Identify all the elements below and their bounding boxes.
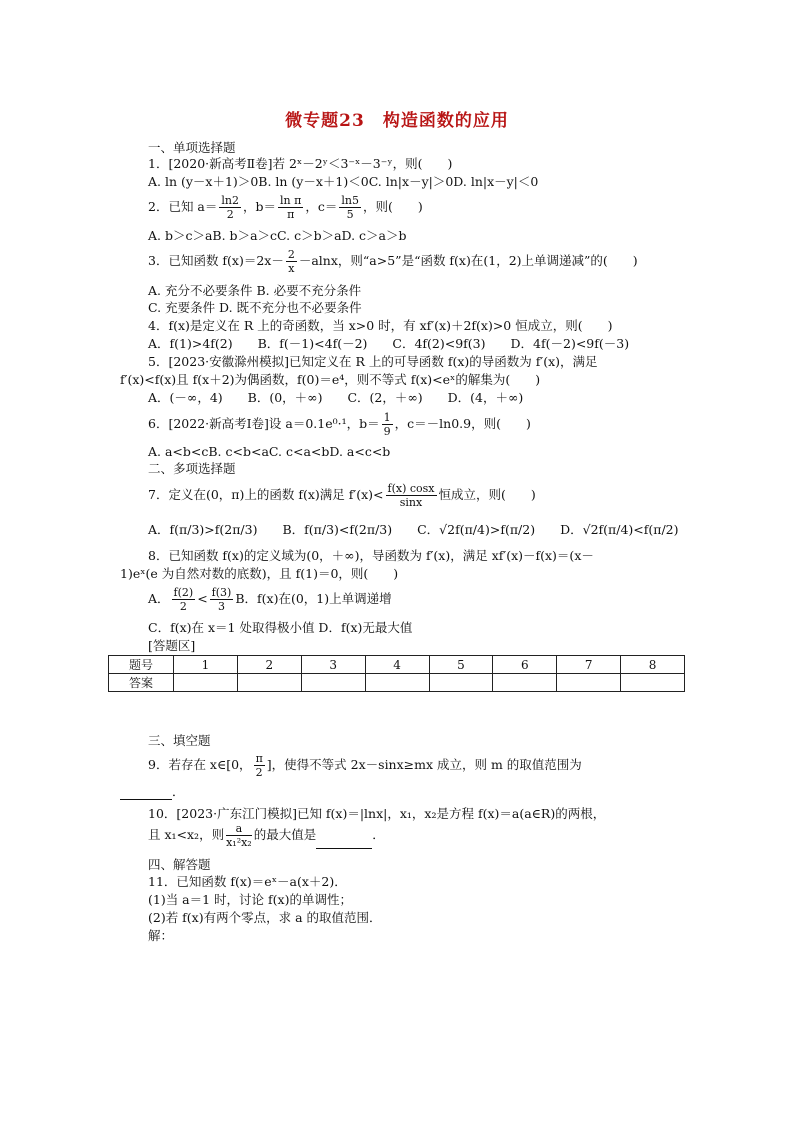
q2-stem: [148, 194, 423, 221]
q2-b-fraction: [278, 194, 303, 221]
q2-mid2: ，c＝: [305, 199, 338, 214]
section-multi-choice: 二、多项选择题: [148, 461, 236, 476]
q5-options: A．(－∞，4) B．(0，＋∞) C．(2，＋∞) D．(4，＋∞): [148, 390, 524, 405]
q8-options-2: C．f(x)在 x＝1 处取得极小值 D．f(x)无最大值: [148, 620, 413, 635]
q8-optA-num2: f(3): [211, 586, 232, 599]
q11-part2: (2)若 f(x)有两个零点，求 a 的取值范围．: [148, 910, 382, 925]
q8-optA-fraction-1: [172, 586, 196, 613]
q2-a-num: ln2: [221, 194, 239, 207]
q9-post: ]，使得不等式 2x－sinx≥mx 成立，则 m 的取值范围为: [266, 757, 582, 772]
q7-fraction: [386, 482, 437, 509]
q8-optA-post: B．f(x)在(0，1)上单调递增: [235, 591, 392, 606]
answer-table-number: 5: [429, 656, 493, 674]
q10-den: x₁²x₂: [226, 836, 252, 849]
q10-end: ．: [372, 827, 385, 842]
q5-line1: 5．[2023·安徽滁州模拟]已知定义在 R 上的可导函数 f(x)的导函数为 f′(x)，满足: [148, 354, 598, 369]
answer-cell[interactable]: [365, 674, 429, 692]
q7-post: 恒成立，则( ): [438, 487, 536, 502]
q7-stem: [148, 482, 536, 509]
q3-pre: 3．已知函数 f(x)＝2x－: [148, 253, 284, 268]
q6-num: 1: [383, 411, 391, 424]
section-solve: 四、解答题: [148, 857, 211, 872]
q3-fraction: [286, 248, 297, 275]
q2-options: A. b＞c＞aB. b＞a＞cC. c＞b＞aD. c＞a＞b: [148, 228, 407, 243]
answer-table-answer-header: 答案: [109, 674, 174, 692]
answer-area-label: [答题区]: [148, 638, 196, 653]
q4-stem: 4．f(x)是定义在 R 上的奇函数，当 x>0 时，有 xf′(x)＋2f(x)>0 恒成立，则( ): [148, 318, 613, 333]
q2-c-fraction: [339, 194, 361, 221]
q9-fraction: [254, 752, 265, 779]
answer-table: [108, 655, 685, 692]
q2-a-fraction: [219, 194, 241, 221]
q7-den: sinx: [399, 496, 423, 509]
answer-table-number: 4: [365, 656, 429, 674]
q3-num: 2: [287, 248, 295, 261]
q10-fraction: [226, 822, 252, 849]
q10-answer-blank[interactable]: [316, 834, 372, 849]
q8-optA-den1: 2: [179, 600, 187, 613]
answer-cell[interactable]: [493, 674, 557, 692]
q8-line2: 1)eˣ(e 为自然对数的底数)，且 f(1)＝0，则( ): [120, 566, 399, 581]
q1-stem: 1．[2020·新高考Ⅱ卷]若 2ˣ－2ʸ＜3⁻ˣ－3⁻ʸ，则( ): [148, 156, 453, 171]
q6-post: ，c＝－ln0.9，则( ): [394, 416, 531, 431]
q2-post: ，则( ): [362, 199, 423, 214]
q2-pre: 2．已知 a＝: [148, 199, 218, 214]
q10-line2: [148, 822, 385, 849]
q5-line2: f′(x)<f(x)且 f(x＋2)为偶函数，f(0)＝e⁴，则不等式 f(x)<eˣ的解集为( ): [120, 372, 541, 387]
answer-table-number: 1: [174, 656, 238, 674]
q3-options-2: C. 充要条件 D. 既不充分也不必要条件: [148, 300, 362, 315]
q3-post: －alnx，则“a>5”是“函数 f(x)在(1，2)上单调递减”的( ): [298, 253, 638, 268]
page-title: 微专题23 构造函数的应用: [285, 111, 509, 131]
q8-optA-pre: A．: [148, 591, 170, 606]
q10-post: 的最大值是: [253, 827, 317, 842]
answer-table-number-row: [109, 656, 685, 674]
q2-a-den: 2: [226, 208, 234, 221]
q2-b-num: ln π: [280, 194, 302, 207]
q10-pre: 且 x₁<x₂，则: [148, 827, 225, 842]
section-fill-blank: 三、填空题: [148, 733, 211, 748]
answer-cell[interactable]: [301, 674, 365, 692]
answer-cell[interactable]: [237, 674, 301, 692]
q7-pre: 7．定义在(0，π)上的函数 f(x)满足 f′(x)<: [148, 487, 384, 502]
answer-table-number: 7: [557, 656, 621, 674]
q2-b-den: π: [287, 208, 295, 221]
q11-answer-label: 解：: [148, 928, 174, 943]
q9-pre: 9．若存在 x∈[0，: [148, 757, 252, 772]
q6-den: 9: [383, 425, 391, 438]
answer-cell[interactable]: [174, 674, 238, 692]
q8-line1: 8．已知函数 f(x)的定义域为(0，＋∞)，导函数为 f′(x)，满足 xf′(x)－f(x)＝(x－: [148, 548, 594, 563]
answer-table-number-header: 题号: [109, 656, 174, 674]
q2-c-den: 5: [346, 208, 354, 221]
q10-num: a: [226, 822, 252, 836]
answer-table-number: 8: [621, 656, 685, 674]
answer-table-number: 2: [237, 656, 301, 674]
q7-num: f(x) cosx: [387, 482, 435, 495]
q3-den: x: [288, 262, 295, 275]
answer-table-number: 6: [493, 656, 557, 674]
q1-options: A. ln (y－x＋1)＞0B. ln (y－x＋1)＜0C. ln|x－y|＞0D. ln|x－y|＜0: [148, 174, 539, 189]
q9-den: 2: [255, 766, 263, 779]
section-single-choice: 一、单项选择题: [148, 140, 236, 155]
q6-fraction: [382, 411, 393, 438]
q9-num: π: [255, 752, 263, 765]
q9-stem: [148, 752, 582, 779]
q8-optA-fraction-2: [210, 586, 234, 613]
q11-part1: (1)当 a＝1 时，讨论 f(x)的单调性；: [148, 892, 352, 907]
answer-cell[interactable]: [557, 674, 621, 692]
q9-answer-blank[interactable]: [120, 785, 172, 800]
q8-optA-mid: <: [197, 591, 208, 606]
q7-options: A．f(π/3)>f(2π/3) B．f(π/3)<f(2π/3) C．√2f(π/4)>f(π/2) D．√2f(π/4)<f(π/2): [148, 522, 679, 537]
answer-cell[interactable]: [429, 674, 493, 692]
q8-options-1: [148, 586, 392, 613]
q2-c-num: ln5: [341, 194, 359, 207]
q8-optA-num1: f(2): [173, 586, 194, 599]
q9-end: ．: [172, 784, 185, 799]
q6-pre: 6．[2022·新高考Ⅰ卷]设 a＝0.1e⁰·¹，b＝: [148, 416, 380, 431]
answer-cell[interactable]: [621, 674, 685, 692]
q10-line1: 10．[2023·广东江门模拟]已知 f(x)＝|lnx|，x₁，x₂是方程 f(x)＝a(a∈R)的两根，: [148, 806, 606, 821]
q6-stem: [148, 411, 531, 438]
q8-optA-den2: 3: [218, 600, 225, 613]
q2-mid1: ，b＝: [243, 199, 277, 214]
q11-stem: 11．已知函数 f(x)＝eˣ－a(x＋2)．: [148, 874, 347, 889]
answer-table-number: 3: [301, 656, 365, 674]
q4-options: A．f(1)>4f(2) B．f(－1)<4f(－2) C．4f(2)<9f(3) D．4f(－2)<9f(－3): [148, 336, 630, 351]
q6-options: A. a<b<cB. c<b<aC. c<a<bD. a<c<b: [148, 444, 391, 459]
answer-table-answer-row: [109, 674, 685, 692]
q3-stem: [148, 248, 638, 275]
q9-blank-line: [120, 784, 185, 800]
q3-options-1: A. 充分不必要条件 B. 必要不充分条件: [148, 283, 362, 298]
